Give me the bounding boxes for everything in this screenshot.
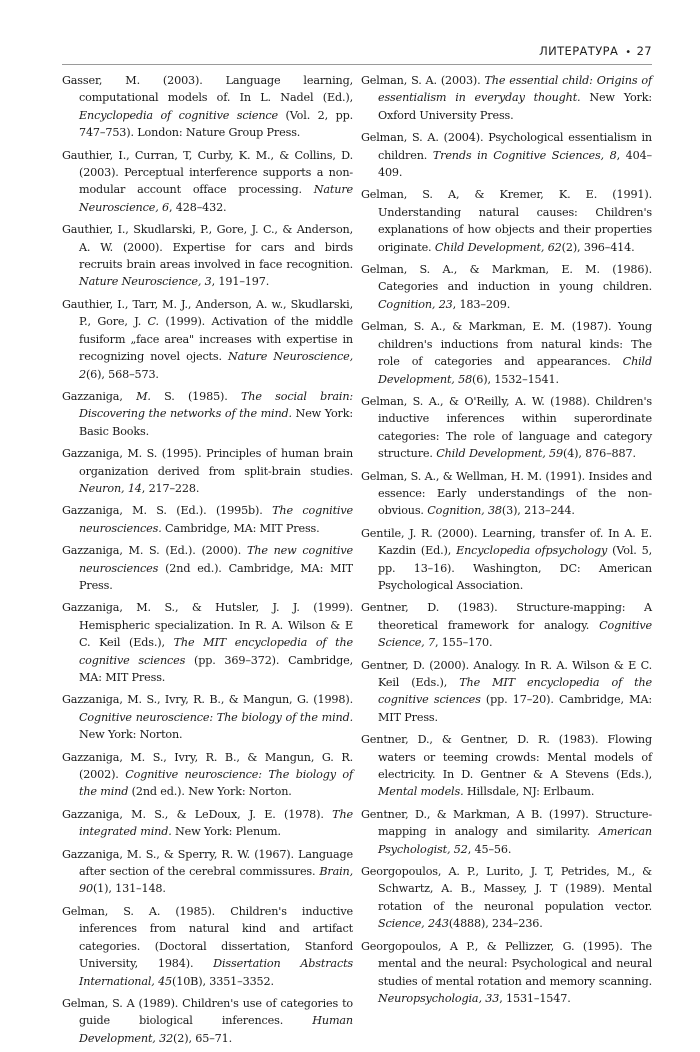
reference-entry [361, 599, 652, 651]
reference-entry [361, 318, 652, 388]
header-separator: • [625, 47, 632, 58]
reference-text-run: Gentile, J. R. (2000). Learning, transfer of. In A. E. Kazdin (Ed.), [361, 526, 652, 558]
reference-italic-run: Dissertation Abstracts International, 45 [79, 957, 354, 988]
reference-text-run: Gazzaniga, M. S., & Hutsler, J. J. (1999). Hemispheric specialization. In R. A. Wilson & E C. Keil (Eds.), [62, 601, 353, 650]
reference-text-run: Gelman, S. A. (1985). Children's inductive inferences from natural kind and artifact categories. (Doctoral dissertation, Stanford University, 1984). [62, 904, 353, 971]
reference-entry [62, 995, 353, 1047]
reference-italic-run: American Psychologist, 52 [378, 825, 652, 856]
reference-text-run: Georgopoulos, A P., & Pellizzer, G. (1995). The mental and the neural: Psychological and neural studies of mental rotation and memory scanning. [361, 939, 652, 988]
reference-italic-run: Trends in Cognitive Sciences, 8 [432, 148, 617, 162]
page-number: 27 [636, 44, 652, 58]
reference-italic-run: Brain, 90 [79, 865, 353, 896]
reference-text-run: Gauthier, I., Curran, T, Curby, K. M., & Collins, D. (2003). Perceptual interference supports a non-modular account offace processing. [62, 148, 353, 197]
reference-italic-run: Cognition, 38 [427, 504, 502, 518]
reference-text-run: (Vol. 2, pp. 747–753). London: Nature Group Press. [79, 108, 353, 140]
reference-text-run: Gazzaniga, M. S., Ivry, R. B., & Mangun, G. R. (2002). [62, 750, 353, 782]
reference-entry [361, 806, 652, 858]
reference-text-run: Gelman, S. A. (2003). [361, 74, 485, 87]
reference-entry [62, 388, 353, 440]
reference-entry [62, 806, 353, 841]
reference-text-run: Gentner, D. (1983). Structure-mapping: A theoretical framework for analogy. [361, 601, 652, 632]
reference-italic-run: C. [147, 315, 159, 329]
reference-text-run: , 191–197. [211, 275, 270, 289]
reference-text-run: , 155–170. [434, 636, 493, 650]
reference-italic-run: Child Development, 58 [378, 355, 652, 386]
reference-text-run: , 45–56. [467, 842, 512, 856]
reference-text-run: New York: Basic Books. [79, 407, 353, 438]
reference-text-run: Gauthier, I., Skudlarski, P., Gore, J. C., & Anderson, A. W. (2000). Expertise for cars and birds recruits brain areas involved in face recognition. [62, 223, 353, 272]
reference-text-run: Gazzaniga, M. S. (Ed.). (2000). [62, 544, 247, 558]
reference-text-run: (2), 396–414. [561, 240, 635, 254]
reference-entry [62, 599, 353, 686]
reference-italic-run: Cognitive Science, 7 [378, 618, 652, 650]
reference-italic-run: Child Development, 59 [436, 447, 563, 461]
reference-entry [361, 863, 652, 933]
reference-text-run: (pp. 17–20). Cambridge, MA: MIT Press. [378, 693, 652, 724]
reference-text-run: New York: Norton. [79, 728, 183, 742]
reference-text-run: Hillsdale, NJ: Erlbaum. [463, 785, 595, 799]
reference-text-run: Gentner, D., & Markman, A B. (1997). Structure-mapping in analogy and similarity. [361, 807, 652, 839]
reference-text-run: (2), 65–71. [173, 1031, 232, 1045]
reference-italic-run: The MIT encyclopedia of the cognitive sciences [378, 676, 652, 707]
reference-text-run: Gelman, S. A, & Kremer, K. E. (1991). Understanding natural causes: Children's explanations of how objects and their properties originate. [361, 188, 652, 254]
reference-entry [361, 938, 652, 1008]
reference-text-run: Gelman, S. A., & Wellman, H. M. (1991). Insides and essence: Early understandings of the non-obvious. [361, 469, 652, 518]
reference-italic-run: Cognitive neuroscience: The biology of the mind. [79, 710, 353, 724]
reference-text-run: Cambridge, MA: MIT Press. [161, 521, 320, 535]
reference-text-run: (2nd ed.). New York: Norton. [128, 785, 292, 799]
reference-text-run: Georgopoulos, A. P., Lurito, J. T, Petrides, M., & Schwartz, A. B., Massey, J. T (1989). Mental rotation of the neuronal population vector. [361, 865, 652, 913]
reference-italic-run: The new cognitive neurosciences [79, 544, 353, 575]
reference-entry [361, 393, 652, 463]
reference-text-run: (4), 876–887. [562, 447, 636, 461]
reference-text-run: Gelman, S. A (1989). Children's use of categories to guide biological inferences. [62, 996, 353, 1028]
reference-text-run: New York: Oxford University Press. [378, 91, 652, 122]
section-title: ЛИТЕРАТУРА [539, 44, 619, 58]
reference-italic-run: The MIT encyclopedia of the cognitive sciences [79, 636, 353, 667]
reference-entry [62, 296, 353, 383]
reference-entry [62, 846, 353, 898]
reference-italic-run: Neuron, 14 [79, 481, 142, 495]
reference-entry [361, 72, 652, 124]
reference-entry [361, 657, 652, 727]
reference-italic-run: The cognitive neurosciences. [79, 504, 353, 535]
reference-text-run: New York: Plenum. [171, 825, 281, 839]
reference-text-run: , 217–228. [141, 481, 200, 495]
reference-italic-run: Science, 243 [378, 917, 449, 931]
reference-italic-run: Encyclopedia of cognitive science [79, 108, 279, 122]
reference-text-run: , 1531–1547. [499, 991, 571, 1005]
reference-entry [62, 691, 353, 743]
reference-italic-run: Nature Neuroscience, 2 [79, 350, 353, 381]
reference-italic-run: The essential child: Origins of essentialism in everyday thought. [378, 74, 652, 105]
reference-entry [62, 542, 353, 594]
reference-entry [62, 72, 353, 142]
reference-entry [62, 502, 353, 537]
header-rule [62, 64, 652, 65]
reference-text-run: S. (1985). [150, 389, 241, 403]
reference-text-run: (4888), 234–236. [448, 917, 543, 931]
reference-text-run: Gelman, S. A., & O'Reilly, A. W. (1988). Children's inductive inferences within superordinate categories: The role of language and category structure. [361, 394, 652, 461]
reference-italic-run: Nature Neuroscience, 6 [79, 183, 353, 214]
running-header [539, 44, 652, 58]
reference-entry [361, 261, 652, 313]
reference-entry [361, 186, 652, 256]
reference-italic-run: Child Development, 62 [434, 240, 562, 254]
reference-column-right [361, 72, 652, 1052]
reference-text-run: (pp. 369–372). Cambridge, MA: MIT Press. [79, 653, 353, 684]
reference-entry [361, 129, 652, 181]
reference-text-run: , 428–432. [168, 200, 227, 214]
reference-entry [361, 731, 652, 801]
reference-entry [62, 445, 353, 497]
reference-italic-run: Neuropsychologia, 33 [378, 991, 500, 1005]
reference-entry [361, 525, 652, 595]
reference-text-run: (10B), 3351–3352. [172, 974, 274, 988]
reference-text-run: (3), 213–244. [501, 504, 575, 518]
reference-text-run: Gazzaniga, M. S. (1995). Principles of human brain organization derived from split-brain studies. [62, 447, 353, 478]
reference-text-run: Gelman, S. A., & Markman, E. M. (1986). Categories and induction in young children. [361, 263, 652, 294]
reference-text-run: Gazzaniga, M. S., & Sperry, R. W. (1967). Language after section of the cerebral commissures. [62, 847, 353, 879]
reference-text-run: Gentner, D., & Gentner, D. R. (1983). Flowing waters or teeming crowds: Mental models of electricity. In D. Gentner & A Stevens (Eds.), [361, 733, 652, 782]
reference-text-run: (1999). Activation of the middle fusiform „face area" increases with expertise in recognizing novel ojects. [79, 315, 353, 364]
reference-entry [361, 468, 652, 520]
reference-entry [62, 147, 353, 217]
reference-text-run: (6), 1532–1541. [472, 372, 559, 386]
reference-text-run: Gazzaniga, M. S. (Ed.). (1995b). [62, 504, 273, 518]
reference-text-run: (Vol. 5, pp. 13–16). Washington, DC: American Psychological Association. [378, 544, 652, 592]
reference-text-run: (6), 568–573. [85, 367, 159, 381]
reference-italic-run: The integrated mind. [79, 807, 353, 839]
reference-text-run: (2nd ed.). Cambridge, MA: MIT Press. [79, 561, 353, 592]
reference-italic-run: Mental models. [378, 785, 464, 799]
reference-text-run: Gazzaniga, M. S., Ivry, R. B., & Mangun, G. (1998). [62, 693, 353, 707]
reference-entry [62, 903, 353, 990]
reference-italic-run: Cognitive neuroscience: The biology of the mind [79, 768, 353, 799]
reference-text-run: (1), 131–148. [92, 882, 166, 896]
reference-text-run: Gentner, D. (2000). Analogy. In R. A. Wilson & E C. Keil (Eds.), [361, 658, 652, 689]
reference-italic-run: Encyclopedia ofpsychology [456, 544, 608, 558]
reference-italic-run: Nature Neuroscience, 3 [79, 275, 212, 289]
reference-text-run: , 183–209. [452, 297, 511, 311]
reference-text-run: , 404–409. [378, 148, 652, 180]
reference-text-run: Gelman, S. A. (2004). Psychological essentialism in children. [361, 131, 652, 162]
reference-text-run: Gasser, M. (2003). Language learning, computational models of. In L. Nadel (Ed.), [62, 74, 353, 105]
reference-italic-run: Cognition, 23 [378, 297, 453, 311]
reference-italic-run: Human Development, 32 [79, 1014, 353, 1045]
reference-text-run: Gelman, S. A., & Markman, E. M. (1987). Young children's inductions from natural kinds: The role of categories and appearances. [361, 320, 652, 369]
reference-italic-run: The social brain: Discovering the networks of the mind. [79, 389, 353, 421]
reference-text-run: Gazzaniga, [62, 389, 137, 403]
reference-entry [62, 221, 353, 291]
reference-entry [62, 749, 353, 801]
reference-columns [62, 72, 652, 1052]
reference-text-run: Gauthier, I., Tarr, M. J., Anderson, A. w., Skudlarski, P., Gore, J. [62, 297, 353, 329]
reference-column-left [62, 72, 353, 1052]
reference-text-run: Gazzaniga, M. S., & LeDoux, J. E. (1978). [62, 807, 333, 821]
reference-italic-run: M. [136, 389, 151, 403]
